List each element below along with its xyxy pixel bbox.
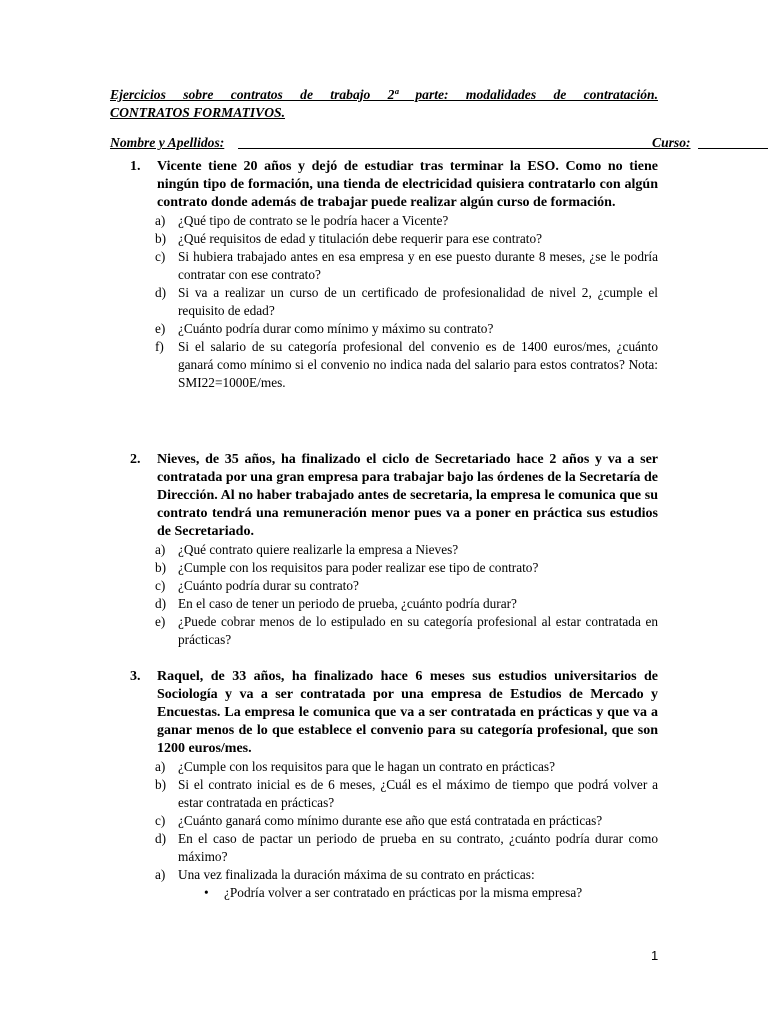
sub-question — [130, 559, 658, 577]
sub-question-text: ¿Cumple con los requisitos para que le hagan un contrato en prácticas? — [178, 759, 555, 774]
sub-question — [130, 577, 658, 595]
sub-question-text: En el caso de tener un periodo de prueba, ¿cuánto podría durar? — [178, 596, 517, 611]
sub-question — [130, 613, 658, 649]
sub-question-letter: b) — [155, 231, 167, 246]
sub-question-text: ¿Qué requisitos de edad y titulación debe requerir para ese contrato? — [178, 231, 543, 246]
sub-question — [130, 230, 658, 248]
bullet-icon: • — [204, 885, 209, 900]
sub-question-letter: e) — [155, 614, 166, 629]
course-label: Curso: — [652, 135, 691, 150]
sub-question-text: ¿Cuánto ganará como mínimo durante ese año que está contratada en prácticas? — [178, 813, 603, 828]
sub-question-text: ¿Cuánto podría durar como mínimo y máximo su contrato? — [178, 321, 494, 336]
sub-question — [130, 284, 658, 320]
sub-question-text: ¿Puede cobrar menos de lo estipulado en su categoría profesional al estar contratada en prácticas? — [178, 614, 658, 647]
bullet-item — [130, 884, 658, 902]
sub-question-text: ¿Qué contrato quiere realizarle la empresa a Nieves? — [178, 542, 459, 557]
sub-question-letter: a) — [155, 759, 166, 774]
sub-question-text: ¿Cuánto podría durar su contrato? — [178, 578, 359, 593]
sub-question-letter: a) — [155, 213, 166, 228]
question-number: 3. — [130, 669, 141, 684]
sub-question-letter: d) — [155, 596, 167, 611]
question-number: 1. — [130, 159, 141, 174]
sub-question-letter: a) — [155, 867, 166, 882]
name-label: Nombre y Apellidos: — [110, 135, 225, 150]
question-text: Vicente tiene 20 años y dejó de estudiar tras terminar la ESO. Como no tiene ningún tipo de formación, una tienda de electricidad quisiera contratarlo con algún contrato donde además de trabajar puede realizar algún curso de formación. — [157, 159, 658, 210]
question-text: Raquel, de 33 años, ha finalizado hace 6 meses sus estudios universitarios de Sociología y va a ser contratada por una empresa de Estudios de Mercado y Encuestas. La empresa le comunica que va a ser contratada en prácticas y que va a ganar menos de lo que establece el convenio para su categoría profesional, que son 1200 euros/mes. — [157, 669, 658, 756]
student-info-line — [110, 134, 691, 151]
sub-question — [130, 338, 658, 392]
sub-question-letter: b) — [155, 560, 167, 575]
question-3 — [130, 668, 658, 902]
sub-question-text: Si va a realizar un curso de un certificado de profesionalidad de nivel 2, ¿cumple el requisito de edad? — [178, 285, 658, 318]
sub-question-letter: d) — [155, 831, 167, 846]
sub-question — [130, 758, 658, 776]
name-blank-line — [238, 148, 652, 149]
sub-question — [130, 776, 658, 812]
sub-question-text: Si hubiera trabajado antes en esa empresa y en ese puesto durante 8 meses, ¿se le podría contratar con ese contrato? — [178, 249, 658, 282]
document-title-line-2: CONTRATOS FORMATIVOS. — [110, 105, 286, 120]
sub-question-list — [130, 541, 658, 649]
sub-question-letter: b) — [155, 777, 167, 792]
sub-question-text: ¿Cumple con los requisitos para poder realizar ese tipo de contrato? — [178, 560, 539, 575]
sub-question-text: ¿Qué tipo de contrato se le podría hacer a Vicente? — [178, 213, 449, 228]
course-blank-line — [698, 148, 768, 149]
sub-question-letter: f) — [155, 339, 164, 354]
sub-question — [130, 541, 658, 559]
bullet-text: ¿Podría volver a ser contratado en prácticas por la misma empresa? — [224, 885, 583, 900]
question-1 — [130, 158, 658, 392]
sub-question-list — [130, 212, 658, 392]
sub-question — [130, 248, 658, 284]
sub-question — [130, 320, 658, 338]
sub-question — [130, 866, 658, 884]
sub-question — [130, 212, 658, 230]
sub-question-text: Una vez finalizada la duración máxima de su contrato en prácticas: — [178, 867, 535, 882]
sub-question-letter: a) — [155, 542, 166, 557]
sub-question-letter: e) — [155, 321, 166, 336]
question-2 — [130, 451, 658, 649]
document-title-line-1: Ejercicios sobre contratos de trabajo 2ª parte: modalidades de contratación. — [110, 87, 658, 102]
sub-question-letter: d) — [155, 285, 167, 300]
sub-question-text: En el caso de pactar un periodo de prueba en su contrato, ¿cuánto podría durar como máximo? — [178, 831, 658, 864]
sub-question-list — [130, 758, 658, 902]
question-number: 2. — [130, 452, 141, 467]
sub-question-letter: c) — [155, 249, 166, 264]
sub-question — [130, 830, 658, 866]
question-text: Nieves, de 35 años, ha finalizado el ciclo de Secretariado hace 2 años y va a ser contratada por una gran empresa para trabajar bajo las órdenes de la Secretaría de Dirección. Al no haber trabajado antes de secretaria, la empresa le comunica que su contrato tendrá una remuneración menor pues va a poner en práctica sus estudios de Secretariado. — [157, 452, 658, 539]
sub-question-text: Si el salario de su categoría profesional del convenio es de 1400 euros/mes, ¿cuánto ganará como mínimo si el convenio no indica nada del salario para estos contratos? Nota: SMI22=1000E/mes. — [178, 339, 658, 390]
page-number: 1 — [651, 948, 659, 963]
sub-question — [130, 812, 658, 830]
sub-question-text: Si el contrato inicial es de 6 meses, ¿Cuál es el máximo de tiempo que podrá volver a estar contratada en prácticas? — [178, 777, 658, 810]
sub-question-letter: c) — [155, 578, 166, 593]
sub-question-letter: c) — [155, 813, 166, 828]
sub-question — [130, 595, 658, 613]
